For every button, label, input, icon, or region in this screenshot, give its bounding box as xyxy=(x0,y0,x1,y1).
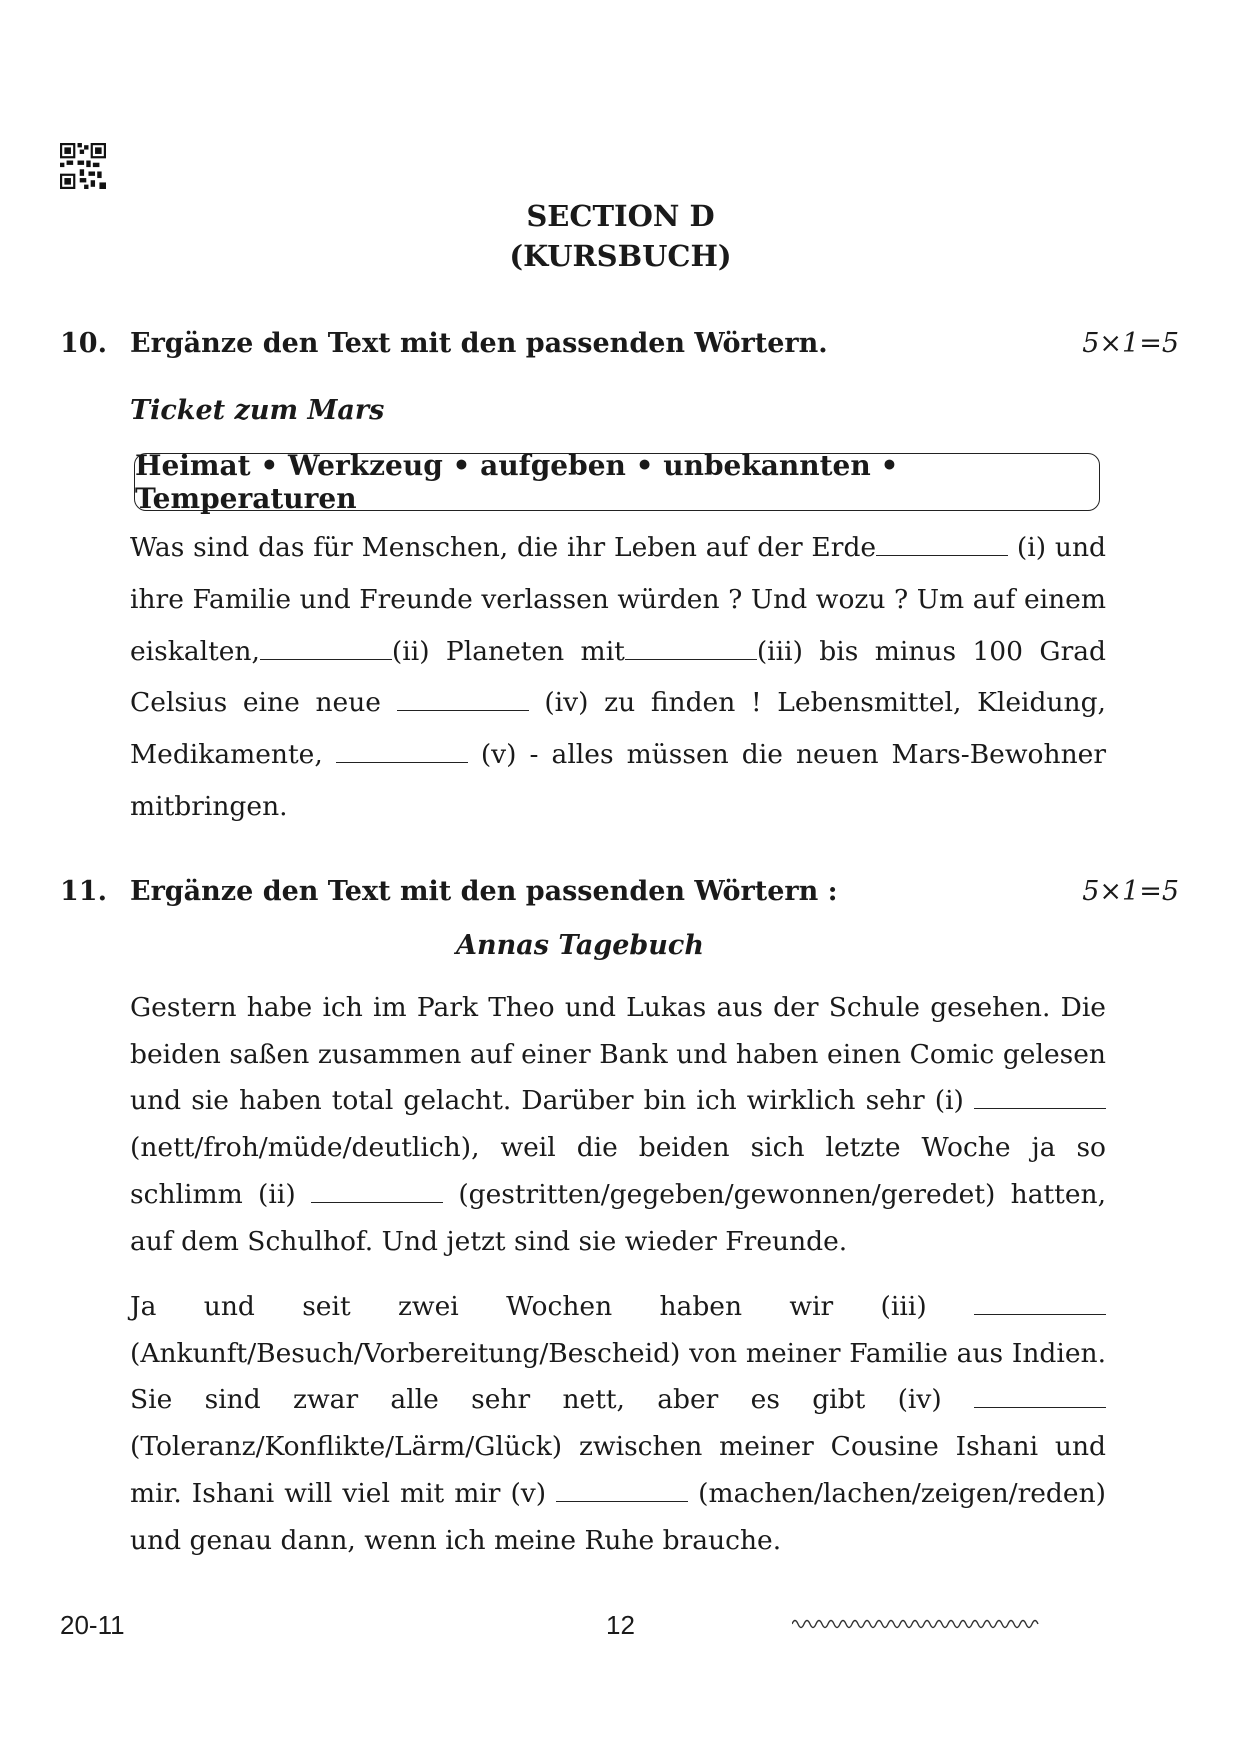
question-10-marks: 5×1=5 xyxy=(1082,328,1179,359)
blank-11-iii[interactable] xyxy=(974,1294,1106,1315)
blank-11-iv[interactable] xyxy=(974,1387,1106,1408)
question-10-number: 10. xyxy=(60,328,107,359)
blank-11-ii[interactable] xyxy=(311,1182,443,1203)
question-11-marks: 5×1=5 xyxy=(1082,876,1179,907)
page-number: 12 xyxy=(606,1610,635,1640)
blank-iii[interactable] xyxy=(625,639,757,660)
question-11-number: 11. xyxy=(60,876,107,907)
question-10-title: Ticket zum Mars xyxy=(130,395,385,426)
blank-11-i[interactable] xyxy=(974,1088,1106,1109)
blank-ii[interactable] xyxy=(260,639,392,660)
section-title: SECTION D xyxy=(526,199,715,233)
blank-iv[interactable] xyxy=(397,690,529,711)
question-11-paragraph-1: Gestern habe ich im Park Theo und Lukas aus der Schule gesehen. Die beiden saßen zusammen auf einer Bank und haben einen Comic gelesen und sie haben total gelacht. Darüber bin ich wirklich sehr (i) (nett/froh/müde/deutlich), weil die beiden sich letzte Woche ja so schlimm (ii) (gestritten/gegeben/gewonnen/geredet) hatten, auf dem Schulhof. Und jetzt sind sie wieder Freunde. xyxy=(130,992,1106,1257)
question-11-title: Annas Tagebuch xyxy=(456,930,704,961)
question-10-instruction: Ergänze den Text mit den passenden Wörtern. xyxy=(130,328,828,359)
paper-code: 20-11 xyxy=(60,1610,125,1640)
question-10-text: Was sind das für Menschen, die ihr Leben auf der Erde (i) und ihre Familie und Freunde verlassen würden ? Und wozu ? Um auf einem eiskalten, (ii) Planeten mit (iii) bis minus 100 Grad Celsius eine neue (iv) zu finden ! Lebensmittel, Kleidung, Medikamente, (v) - alles müssen die neuen Mars-Bewohner mitbringen. xyxy=(130,532,1107,822)
blank-11-v[interactable] xyxy=(556,1481,688,1502)
blank-i[interactable] xyxy=(876,535,1008,556)
qr-code-icon xyxy=(60,143,106,189)
section-header xyxy=(0,196,1241,276)
blank-v[interactable] xyxy=(336,742,468,763)
question-11-paragraph-2: Ja und seit zwei Wochen haben wir (iii) (Ankunft/Besuch/Vorbereitung/Bescheid) von meiner Familie aus Indien. Sie sind zwar alle sehr nett, aber es gibt (iv) (Toleranz/Konflikte/Lärm/Glück) zwischen meiner Cousine Ishani und mir. Ishani will viel mit mir (v) (machen/lachen/zeigen/reden) und genau dann, wenn ich meine Ruhe brauche. xyxy=(130,1291,1106,1556)
squiggle-line-icon xyxy=(792,1617,1042,1631)
section-subtitle: (KURSBUCH) xyxy=(509,239,732,273)
word-box-text: Heimat • Werkzeug • aufgeben • unbekannten • Temperaturen xyxy=(135,449,899,515)
word-box xyxy=(134,449,1100,515)
question-11-instruction: Ergänze den Text mit den passenden Wörtern : xyxy=(130,876,838,907)
